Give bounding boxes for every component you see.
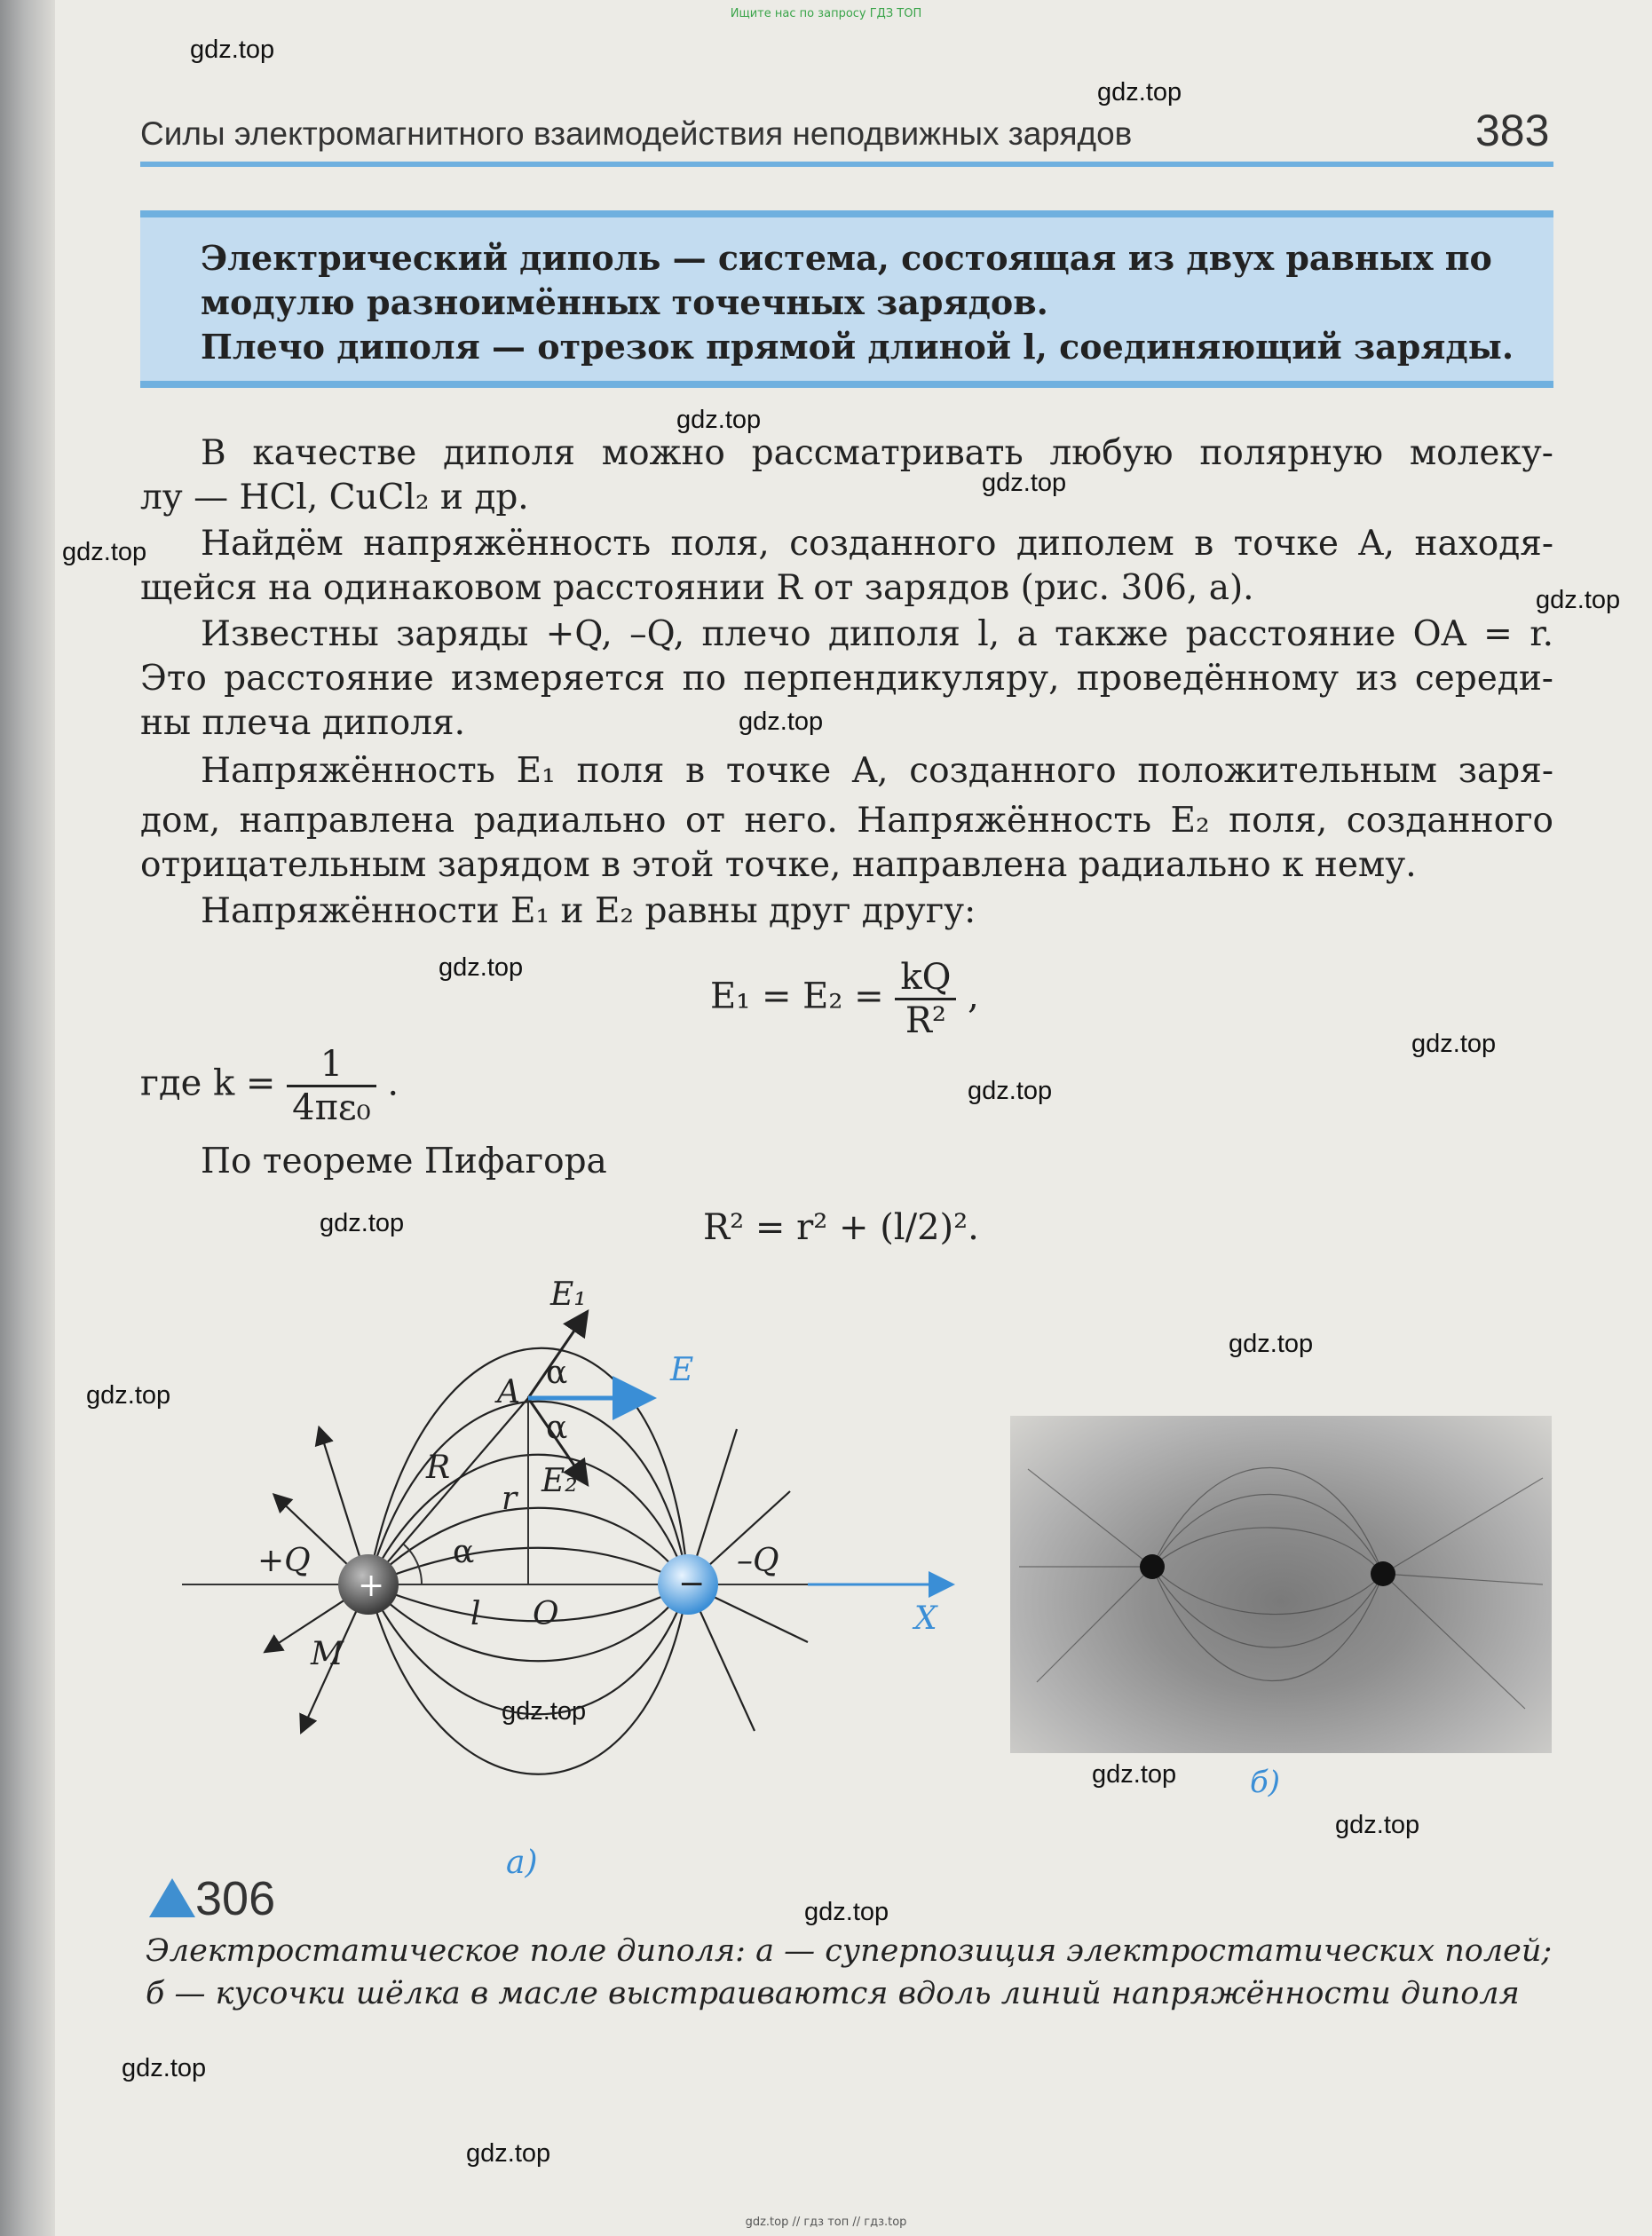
formula-fraction xyxy=(895,957,956,1041)
body-line: По теореме Пифагора xyxy=(201,1142,607,1181)
fraction-denominator: R² xyxy=(905,1000,946,1041)
figure-triangle-icon xyxy=(149,1878,195,1917)
minus-sign: − xyxy=(678,1566,706,1602)
watermark: gdz.top xyxy=(62,538,147,566)
fraction-numerator: 1 xyxy=(287,1044,376,1087)
watermark: gdz.top xyxy=(804,1898,889,1926)
formula-fraction xyxy=(287,1044,376,1128)
label-plus-q: +Q xyxy=(257,1543,311,1579)
label-minus-q: –Q xyxy=(737,1543,779,1579)
definition-line: Электрический диполь — система, состоящая из двух равных по xyxy=(201,238,1492,278)
watermark: gdz.top xyxy=(1229,1330,1314,1358)
fraction-numerator: kQ xyxy=(895,957,956,1000)
label-r-big: R xyxy=(426,1450,451,1486)
body-line: лу — HCl, CuCl₂ и др. xyxy=(140,478,529,518)
formula-pythagoras: R² = r² + (l/2)². xyxy=(703,1207,979,1248)
watermark: gdz.top xyxy=(122,2054,207,2082)
label-a: A xyxy=(497,1374,520,1410)
watermark: gdz.top xyxy=(982,469,1067,497)
body-line: Это расстояние измеряется по перпендикуляру, проведённому из середи- xyxy=(140,659,1553,699)
definition-line: Плечо диполя — отрезок прямой длиной l, соединяющий заряды. xyxy=(201,327,1514,367)
watermark: gdz.top xyxy=(439,953,524,982)
label-x: X xyxy=(914,1600,937,1637)
book-spine-shadow xyxy=(0,0,55,2236)
watermark: gdz.top xyxy=(86,1381,171,1410)
body-line: отрицательным зарядом в этой точке, направлена радиально к нему. xyxy=(140,845,1417,885)
formula-tail: . xyxy=(387,1063,399,1104)
label-l: l xyxy=(470,1596,481,1632)
label-e: E xyxy=(670,1352,694,1388)
silk-dipole-photo-art xyxy=(1010,1416,1552,1753)
watermark: gdz.top xyxy=(466,2139,551,2168)
label-r-small: r xyxy=(502,1481,518,1517)
watermark: gdz.top xyxy=(739,707,824,736)
definition-line: модулю разноимённых точечных зарядов. xyxy=(201,282,1048,322)
body-line: Напряжённости E₁ и E₂ равны друг другу: xyxy=(201,891,976,931)
label-o: O xyxy=(533,1596,559,1632)
watermark: gdz.top xyxy=(1335,1811,1420,1839)
body-line: щейся на одинаковом расстоянии R от зарядов (рис. 306, а). xyxy=(140,568,1254,608)
plus-sign: + xyxy=(358,1568,385,1604)
watermark: gdz.top xyxy=(1411,1030,1497,1058)
silk-dipole-photo xyxy=(1010,1416,1552,1753)
running-head: Силы электромагнитного взаимодействия неподвижных зарядов xyxy=(140,115,1133,152)
watermark: gdz.top xyxy=(502,1697,587,1726)
watermark: gdz.top xyxy=(968,1077,1053,1105)
body-line: В качестве диполя можно рассматривать любую полярную молеку- xyxy=(201,433,1553,473)
watermark: gdz.top xyxy=(676,406,762,434)
formula-tail: , xyxy=(968,976,979,1017)
top-site-tag: Ищите нас по запросу ГДЗ ТОП xyxy=(730,7,922,20)
formula-k xyxy=(140,1044,399,1128)
page-number: 383 xyxy=(1475,106,1550,155)
watermark: gdz.top xyxy=(320,1209,405,1237)
figure-number: 306 xyxy=(195,1872,276,1925)
header-rule xyxy=(140,162,1553,167)
fraction-denominator: 4πε₀ xyxy=(292,1087,371,1128)
body-line: дом, направлена радиально от него. Напряжённость E₂ поля, созданного xyxy=(140,801,1553,841)
watermark: gdz.top xyxy=(1097,78,1182,107)
watermark: gdz.top xyxy=(1092,1760,1177,1789)
label-e2: E₂ xyxy=(541,1463,578,1499)
figure-caption: Электростатическое поле диполя: а — суперпозиция электростатических полей; xyxy=(146,1933,1553,1969)
where-label: где k = xyxy=(140,1063,276,1104)
watermark: gdz.top xyxy=(190,36,275,64)
watermark: gdz.top xyxy=(1536,586,1621,614)
label-m: M xyxy=(311,1636,344,1672)
body-line: Известны заряды +Q, –Q, плечо диполя l, а также расстояние OA = r. xyxy=(201,614,1553,654)
body-line: Напряжённость E₁ поля в точке A, созданного положительным заря- xyxy=(201,751,1553,791)
formula-lhs: E₁ = E₂ = xyxy=(710,976,884,1017)
figure-caption: б — кусочки шёлка в масле выстраиваются вдоль линий напряжённости диполя xyxy=(146,1976,1520,2011)
label-sub-a: а) xyxy=(506,1845,538,1881)
body-line: Найдём напряжённость поля, созданного диполем в точке A, находя- xyxy=(201,524,1553,564)
label-alpha: α xyxy=(546,1410,568,1446)
angle-arc xyxy=(404,1545,422,1584)
label-alpha: α xyxy=(546,1355,568,1391)
label-e1: E₁ xyxy=(550,1276,587,1313)
body-line: ны плеча диполя. xyxy=(140,703,465,743)
formula-field-equality xyxy=(710,957,979,1041)
label-alpha: α xyxy=(453,1534,475,1570)
bottom-site-tag: gdz.top // гдз топ // гдз.top xyxy=(745,2216,907,2229)
label-sub-b: б) xyxy=(1250,1765,1281,1800)
